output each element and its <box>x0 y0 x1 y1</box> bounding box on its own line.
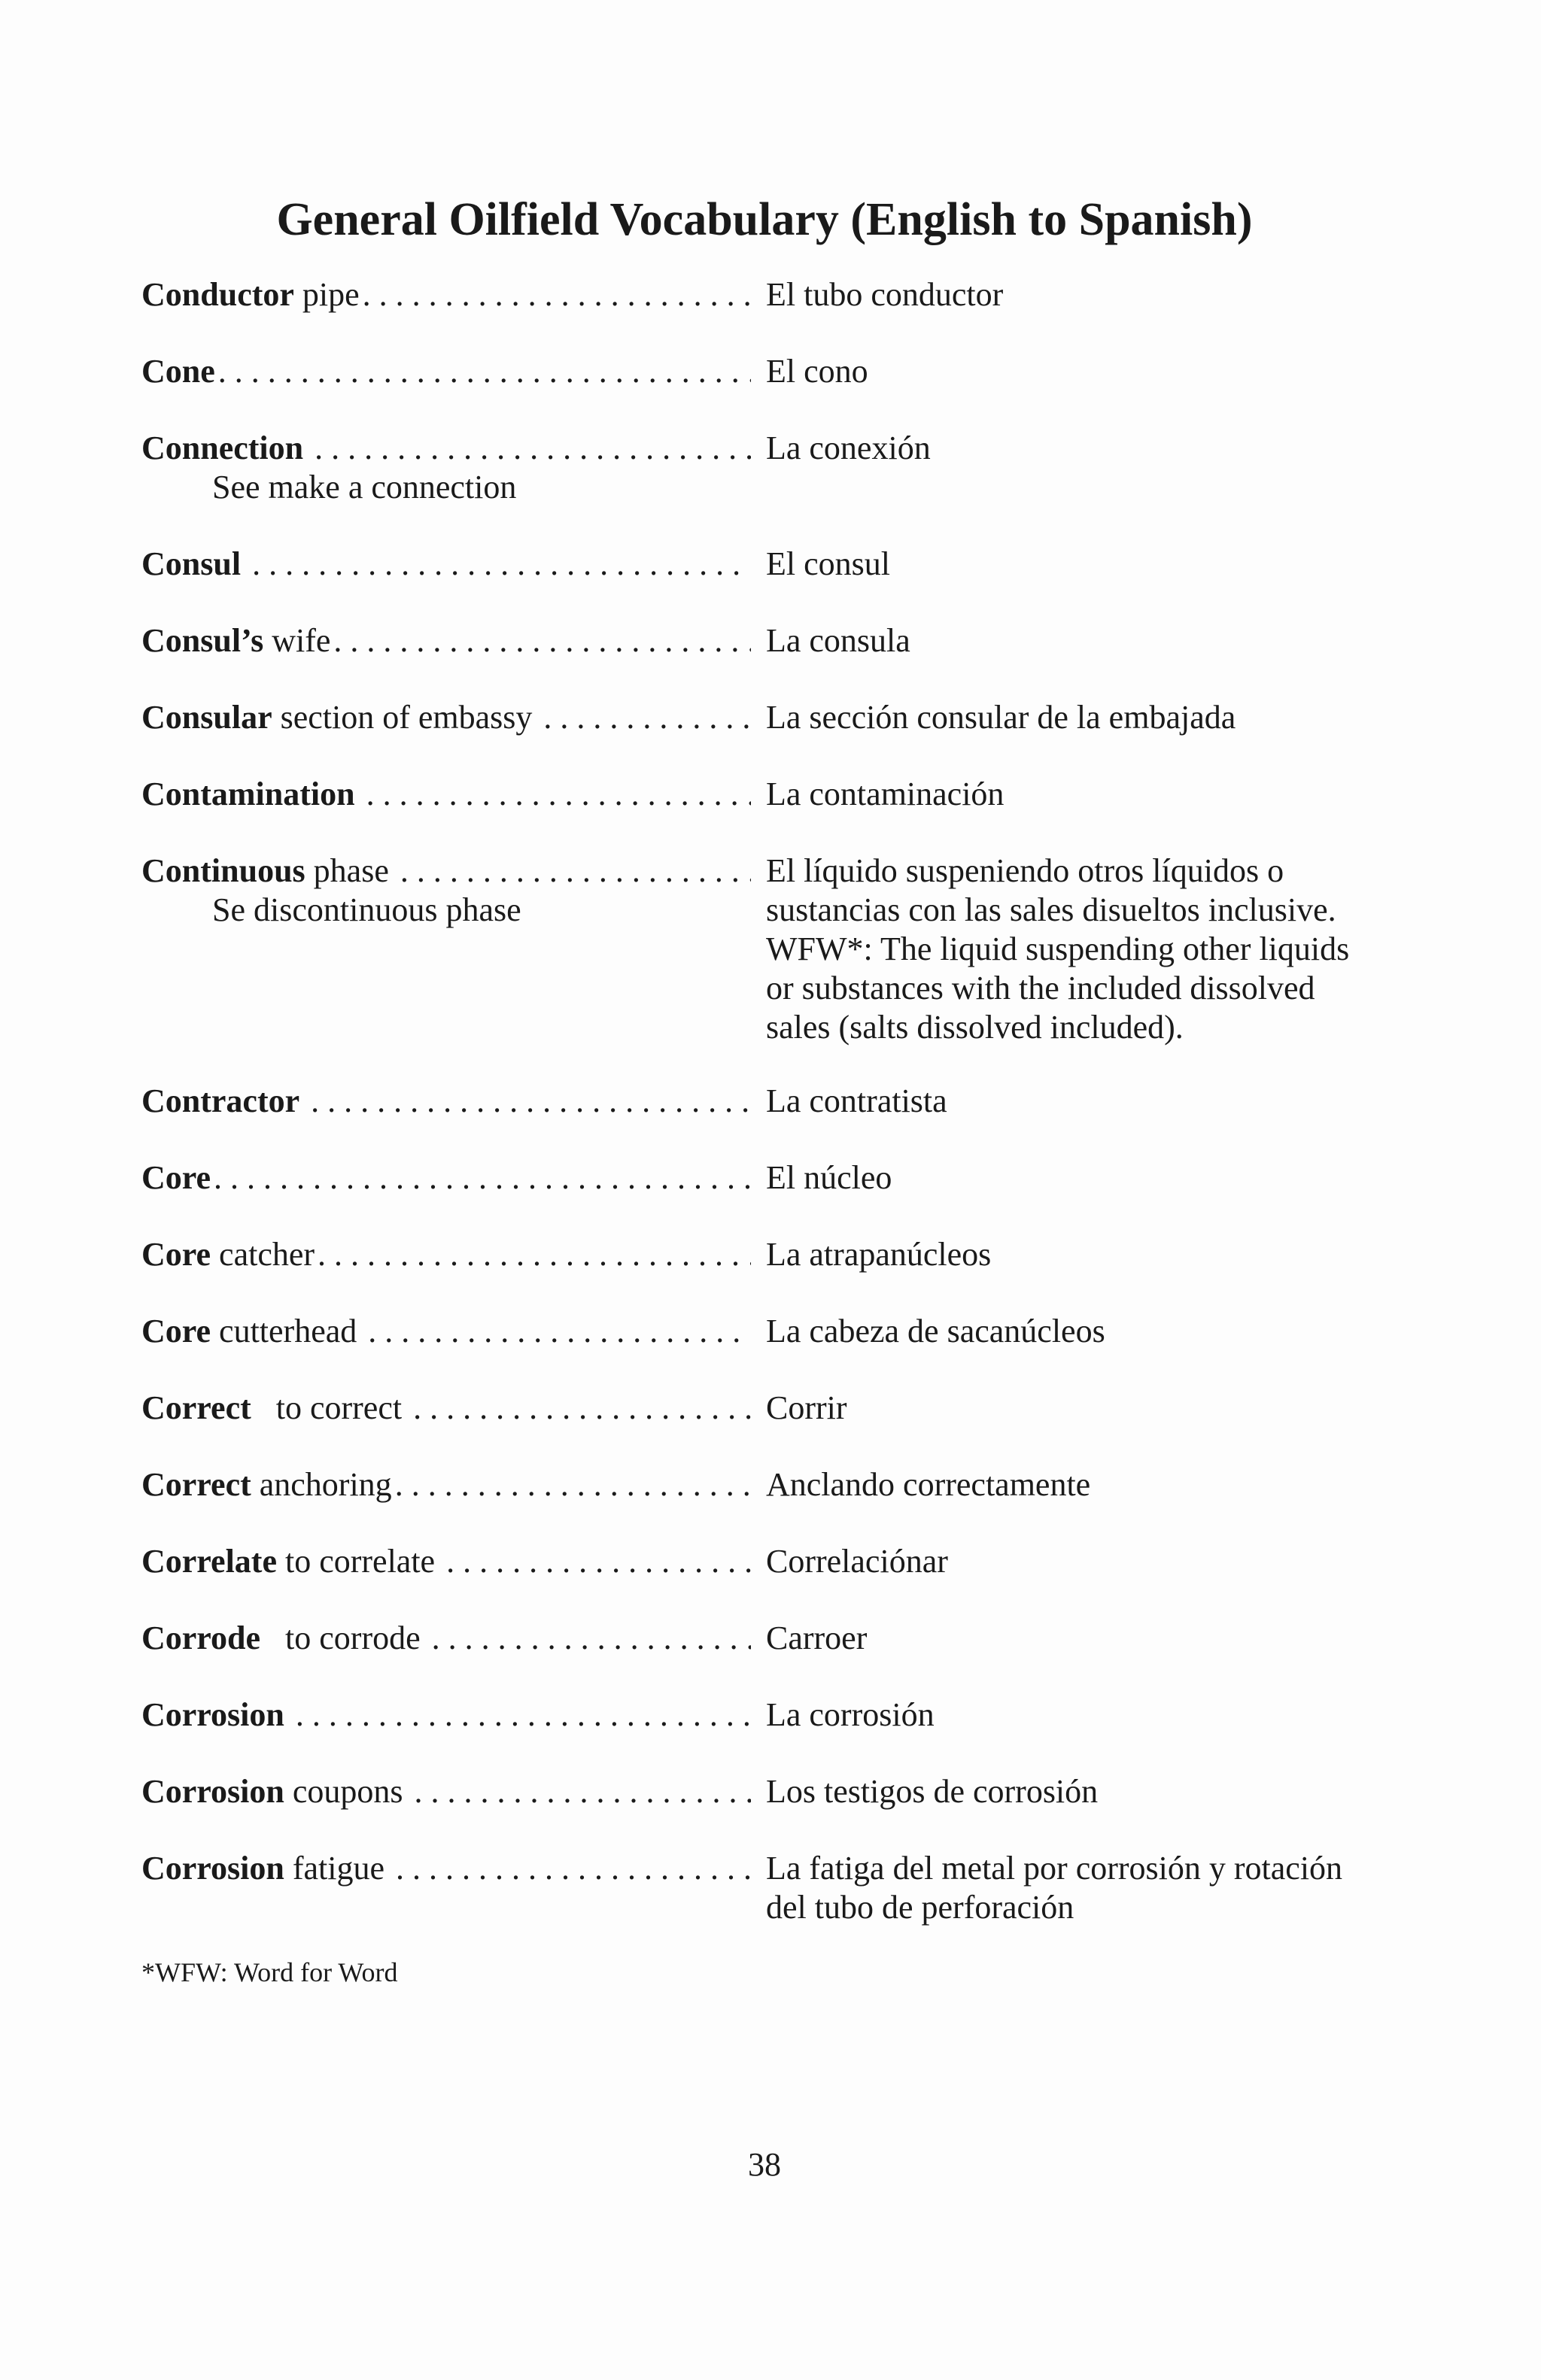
term-keyword: Correlate <box>141 1543 277 1580</box>
dot-leader <box>330 621 751 660</box>
dot-leader <box>249 545 751 584</box>
translation-line: La contratista <box>766 1082 947 1119</box>
page-title: General Oilfield Vocabulary (English to Spanish) <box>276 194 1253 245</box>
dot-leader <box>540 698 751 737</box>
spanish-translation <box>766 1542 1421 1581</box>
translation-line: La sección consular de la embajada <box>766 699 1236 736</box>
spanish-translation <box>766 352 1421 391</box>
term-qualifier: pipe <box>293 276 360 313</box>
term-keyword: Correct <box>141 1466 251 1503</box>
translation-line: Anclando correctamente <box>766 1466 1091 1503</box>
translation-line: El tubo conductor <box>766 276 1004 313</box>
term-qualifier: coupons <box>284 1773 412 1810</box>
spanish-translation <box>766 429 1421 468</box>
term-keyword: Consul’s <box>141 622 264 659</box>
term-keyword: Consular <box>141 699 272 736</box>
term-keyword: Continuous <box>141 852 305 889</box>
translation-line: La contaminación <box>766 776 1005 812</box>
term-keyword: Corrosion <box>141 1773 284 1810</box>
term-keyword: Core <box>141 1313 211 1349</box>
english-term <box>141 352 751 391</box>
translation-line: sales (salts dissolved included). <box>766 1009 1184 1046</box>
dot-leader <box>360 275 751 314</box>
spanish-translation <box>766 1772 1421 1811</box>
cross-reference: See make a connection <box>212 469 517 505</box>
dot-leader <box>412 1772 751 1811</box>
term-qualifier <box>241 545 249 584</box>
spanish-translation <box>766 1849 1421 1927</box>
translation-line: Corrir <box>766 1389 847 1426</box>
english-term <box>141 621 751 660</box>
translation-line: La fatiga del metal por corrosión y rotación <box>766 1850 1343 1887</box>
spanish-translation <box>766 545 1421 584</box>
translation-line: Correlaciónar <box>766 1543 948 1580</box>
spanish-translation <box>766 1312 1421 1351</box>
english-term <box>141 1082 751 1121</box>
spanish-translation <box>766 1082 1421 1121</box>
translation-line: El núcleo <box>766 1159 892 1196</box>
translation-line: sustancias con las sales disueltos inclusive. <box>766 891 1336 928</box>
spanish-translation <box>766 775 1421 814</box>
term-keyword: Core <box>141 1236 211 1273</box>
translation-line: Los testigos de corrosión <box>766 1773 1099 1810</box>
spanish-translation <box>766 698 1421 737</box>
english-term <box>141 1619 751 1658</box>
translation-line: El cono <box>766 353 868 390</box>
dot-leader <box>293 1695 751 1735</box>
term-qualifier <box>284 1695 293 1735</box>
spanish-translation <box>766 1619 1421 1658</box>
spanish-translation <box>766 1695 1421 1735</box>
english-term <box>141 1772 751 1811</box>
english-term <box>141 1389 751 1428</box>
english-term <box>141 1849 751 1888</box>
term-qualifier: phase <box>305 852 397 889</box>
spanish-translation <box>766 852 1421 1047</box>
term-qualifier: wife <box>263 622 331 659</box>
term-keyword: Cone <box>141 353 215 390</box>
term-qualifier: catcher <box>211 1236 315 1273</box>
dot-leader <box>312 429 751 468</box>
translation-line: La consula <box>766 622 910 659</box>
term-keyword: Core <box>141 1159 211 1196</box>
english-term <box>141 1542 751 1581</box>
spanish-translation <box>766 1158 1421 1198</box>
term-keyword: Correct <box>141 1389 251 1426</box>
dot-leader <box>363 775 751 814</box>
english-term <box>141 275 751 314</box>
term-keyword: Corrosion <box>141 1850 284 1887</box>
dot-leader <box>215 352 751 391</box>
english-term <box>141 545 751 584</box>
dot-leader <box>410 1389 751 1428</box>
term-keyword: Consul <box>141 545 242 582</box>
english-term <box>141 429 751 507</box>
term-keyword: Contamination <box>141 776 355 812</box>
translation-line: La cabeza de sacanúcleos <box>766 1313 1105 1349</box>
spanish-translation <box>766 1389 1421 1428</box>
term-qualifier: fatigue <box>284 1850 394 1887</box>
spanish-translation <box>766 621 1421 660</box>
spanish-translation <box>766 275 1421 314</box>
term-qualifier: to correlate <box>276 1543 444 1580</box>
term-qualifier <box>355 775 363 814</box>
dot-leader <box>393 1849 751 1888</box>
translation-line: El líquido suspeniendo otros líquidos o <box>766 852 1284 889</box>
english-term <box>141 1695 751 1735</box>
translation-line: del tubo de perforación <box>766 1889 1074 1926</box>
dot-leader <box>315 1235 751 1274</box>
footnote: *WFW: Word for Word <box>141 1957 398 1987</box>
term-qualifier <box>299 1082 308 1121</box>
english-term <box>141 775 751 814</box>
term-qualifier: to corrode <box>260 1620 429 1656</box>
page-number: 38 <box>748 2146 781 2183</box>
english-term <box>141 1312 751 1351</box>
translation-line: Carroer <box>766 1620 868 1656</box>
term-keyword: Corrode <box>141 1620 261 1656</box>
dot-leader <box>397 852 751 891</box>
english-term <box>141 852 751 930</box>
translation-line: El consul <box>766 545 890 582</box>
translation-line: La atrapanúcleos <box>766 1236 992 1273</box>
term-qualifier: to correct <box>251 1389 411 1426</box>
dot-leader <box>392 1465 751 1504</box>
translation-line: WFW*: The liquid suspending other liquids <box>766 930 1350 967</box>
term-keyword: Contractor <box>141 1082 300 1119</box>
english-term <box>141 1158 751 1198</box>
dot-leader <box>308 1082 751 1121</box>
dot-leader <box>443 1542 751 1581</box>
english-term <box>141 1235 751 1274</box>
term-qualifier <box>303 429 312 468</box>
term-keyword: Conductor <box>141 276 294 313</box>
translation-line: La corrosión <box>766 1696 935 1733</box>
cross-reference: Se discontinuous phase <box>212 891 521 928</box>
translation-line: La conexión <box>766 430 931 466</box>
dot-leader <box>365 1312 751 1351</box>
term-keyword: Connection <box>141 430 304 466</box>
term-qualifier: anchoring <box>251 1466 392 1503</box>
term-qualifier: section of embassy <box>272 699 541 736</box>
spanish-translation <box>766 1465 1421 1504</box>
translation-line: or substances with the included dissolved <box>766 970 1315 1006</box>
term-qualifier: cutterhead <box>211 1313 366 1349</box>
english-term <box>141 698 751 737</box>
dot-leader <box>429 1619 751 1658</box>
spanish-translation <box>766 1235 1421 1274</box>
english-term <box>141 1465 751 1504</box>
dot-leader <box>211 1158 751 1198</box>
term-keyword: Corrosion <box>141 1696 284 1733</box>
